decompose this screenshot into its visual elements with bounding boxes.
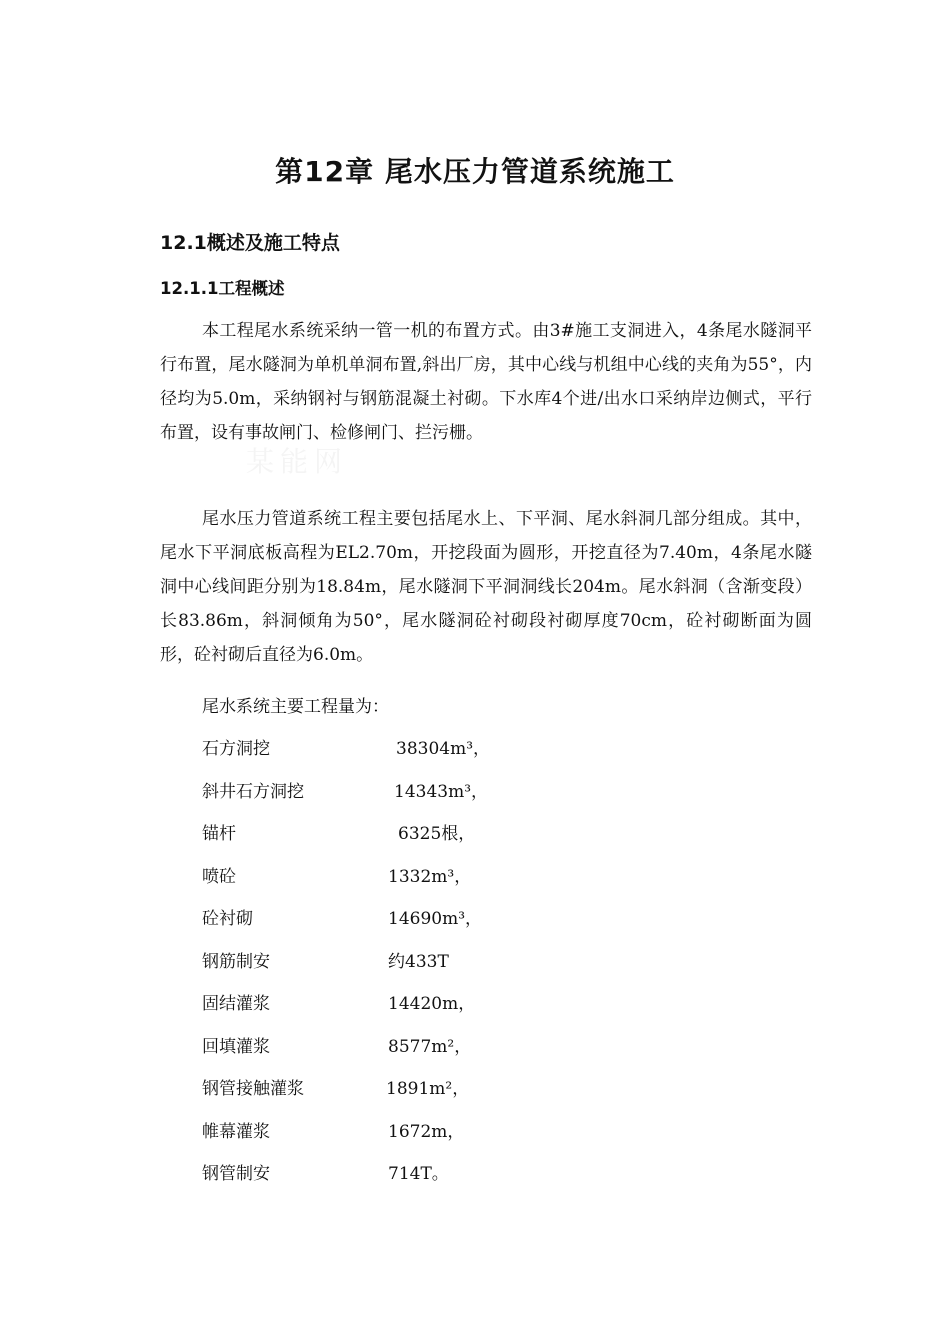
quantity-value: 38304m³， xyxy=(396,739,491,759)
quantity-name: 帷幕灌浆 xyxy=(202,1121,270,1142)
quantity-value: 714T。 xyxy=(388,1164,449,1184)
quantity-value: 1891m²， xyxy=(386,1079,470,1099)
section-title: 12.1概述及施工特点 xyxy=(160,232,340,254)
quantity-value: 14690m³， xyxy=(388,909,483,929)
quantity-name: 钢管制安 xyxy=(202,1164,270,1184)
overview-paragraph-1: 本工程尾水系统采纳一管一机的布置方式。由3#施工支洞进入，4条尾水隧洞平行布置，尾水隧洞为单机单洞布置,斜出厂房，其中心线与机组中心线的夹角为55°，内径均为5.0m，采纳钢衬与钢筋混凝土衬砌。下水库4个进/出水口采纳岸边侧式，平行布置，设有事故闸门、检修闸门、拦污栅。 xyxy=(160,321,812,443)
quantity-value: 14420m， xyxy=(388,994,476,1014)
quantity-name: 回填灌浆 xyxy=(202,1036,270,1057)
quantity-value: 6325根， xyxy=(398,824,476,844)
chapter-title: 第12章 尾水压力管道系统施工 xyxy=(275,155,675,188)
quantity-name: 钢筋制安 xyxy=(202,951,270,972)
subsection-title: 12.1.1工程概述 xyxy=(160,279,285,298)
quantity-name: 钢管接触灌浆 xyxy=(202,1079,304,1099)
quantity-value: 1672m， xyxy=(388,1121,465,1142)
quantity-name: 锚杆 xyxy=(202,824,236,844)
quantity-value: 8577m²， xyxy=(388,1036,472,1057)
watermark: 某能网 xyxy=(246,445,349,478)
quantity-name: 石方洞挖 xyxy=(202,739,270,759)
overview-paragraph-2: 尾水压力管道系统工程主要包括尾水上、下平洞、尾水斜洞几部分组成。其中，尾水下平洞底板高程为EL2.70m，开挖段面为圆形，开挖直径为7.40m，4条尾水隧洞中心线间距分别为18.84m，尾水隧洞下平洞洞线长204m。尾水斜洞（含渐变段）长83.86m，斜洞倾角为50°，尾水隧洞砼衬砌段衬砌厚度70cm，砼衬砌断面为圆形，砼衬砌后直径为6.0m。 xyxy=(160,509,812,665)
quantities-intro: 尾水系统主要工程量为： xyxy=(202,697,389,717)
quantity-name: 斜井石方洞挖 xyxy=(202,781,304,802)
quantity-value: 1332m³， xyxy=(388,866,472,887)
quantity-name: 喷砼 xyxy=(202,866,236,887)
quantity-name: 砼衬砌 xyxy=(202,909,253,929)
quantity-value: 约433T xyxy=(388,951,449,972)
quantity-name: 固结灌浆 xyxy=(202,994,270,1014)
quantity-value: 14343m³， xyxy=(394,781,489,802)
